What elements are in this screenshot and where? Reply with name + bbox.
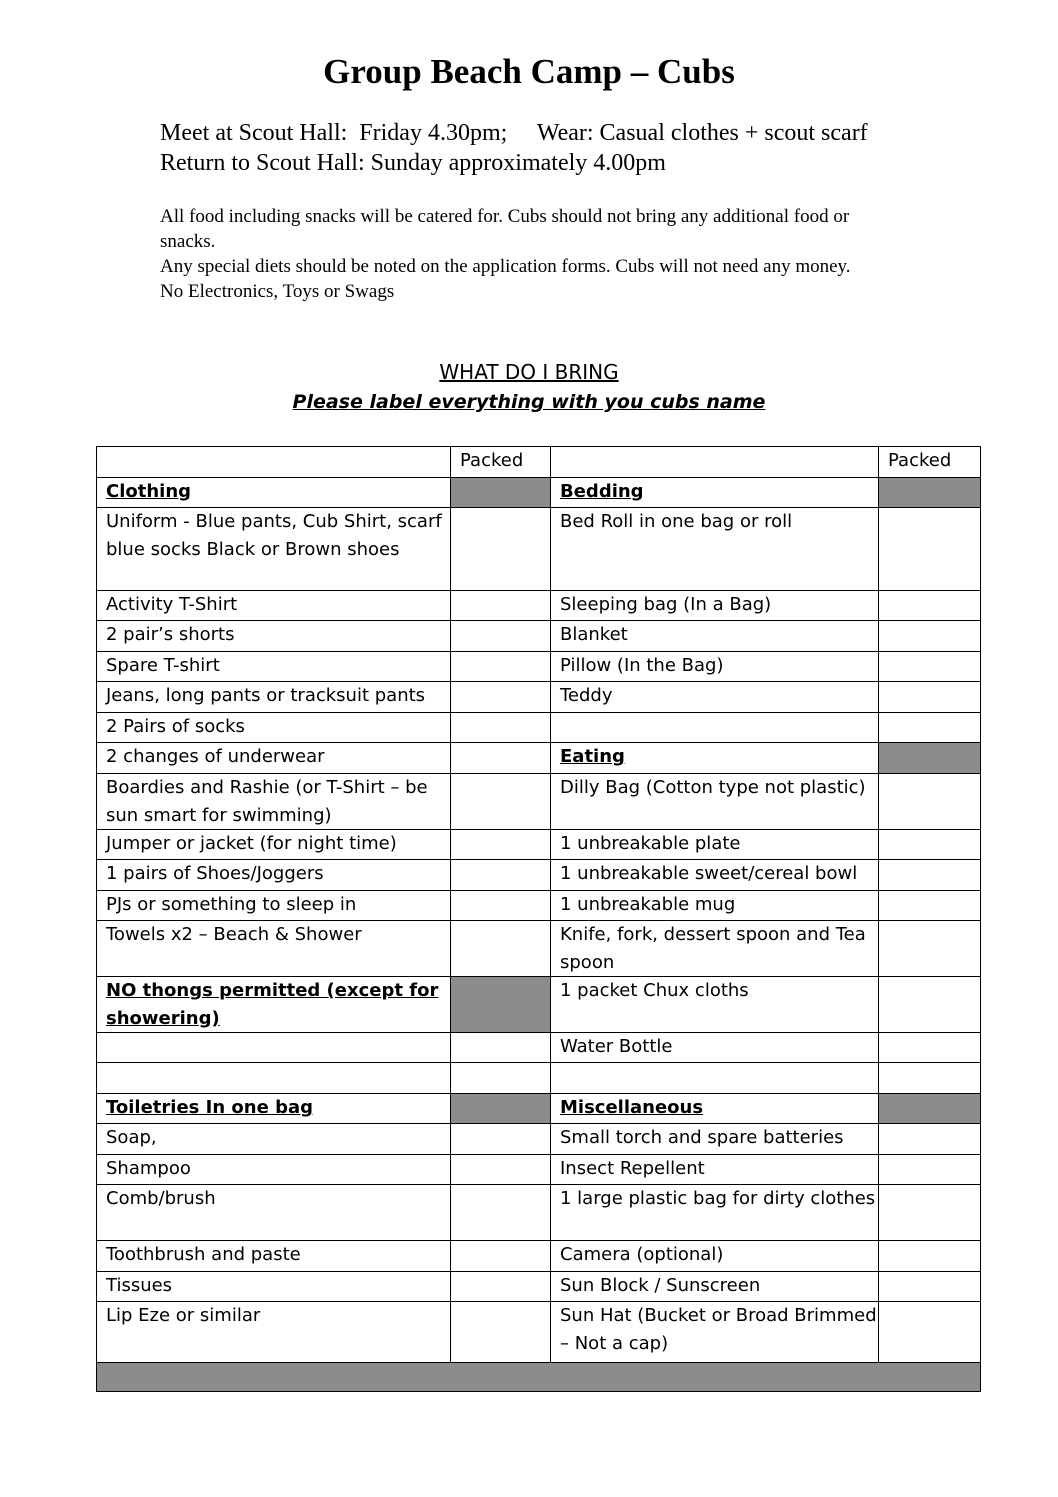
packed-checkbox-left[interactable]: [451, 621, 551, 652]
packed-checkbox-left: [451, 1094, 551, 1124]
item-left: Boardies and Rashie (or T-Shirt – be sun smart for swimming): [97, 774, 451, 830]
item-left: 2 Pairs of socks: [97, 713, 451, 743]
table-footer-row: [97, 1363, 981, 1392]
table-row: [97, 1063, 981, 1094]
table-row: [97, 921, 981, 977]
item-right: Blanket: [551, 621, 879, 652]
item-left: Spare T-shirt: [97, 652, 451, 682]
item-right: Small torch and spare batteries: [551, 1124, 879, 1155]
item-left: 2 pair’s shorts: [97, 621, 451, 652]
item-right: Insect Repellent: [551, 1155, 879, 1185]
table-row: [97, 977, 981, 1033]
item-left: Uniform - Blue pants, Cub Shirt, scarf blue socks Black or Brown shoes: [97, 508, 451, 591]
camp-notes: [160, 204, 900, 304]
item-right: 1 unbreakable mug: [551, 891, 879, 921]
item-left: Towels x2 – Beach & Shower: [97, 921, 451, 977]
packed-checkbox-left[interactable]: [451, 743, 551, 774]
list-heading: WHAT DO I BRING: [439, 360, 619, 384]
packed-checkbox-left[interactable]: [451, 1124, 551, 1155]
packed-checkbox-right[interactable]: [879, 1185, 981, 1241]
table-row: [97, 1124, 981, 1155]
packed-column-header-left: Packed: [451, 447, 551, 478]
packed-checkbox-right: [879, 743, 981, 774]
table-header-blank-right: [551, 447, 879, 478]
item-right: 1 unbreakable sweet/cereal bowl: [551, 860, 879, 891]
item-right: Sleeping bag (In a Bag): [551, 591, 879, 621]
packed-checkbox-right[interactable]: [879, 652, 981, 682]
item-right: Sun Hat (Bucket or Broad Brimmed – Not a cap): [551, 1302, 879, 1363]
packed-checkbox-right[interactable]: [879, 591, 981, 621]
table-row: [97, 1272, 981, 1302]
section-header-left: NO thongs permitted (except for showering): [97, 977, 451, 1033]
table-row: [97, 1241, 981, 1272]
item-left: 1 pairs of Shoes/Joggers: [97, 860, 451, 891]
packed-checkbox-right[interactable]: [879, 713, 981, 743]
packed-checkbox-left[interactable]: [451, 1302, 551, 1363]
table-row: [97, 508, 981, 591]
table-row: [97, 830, 981, 860]
note-food: All food including snacks will be catered for. Cubs should not bring any additional food or snacks.: [160, 206, 850, 252]
section-header-right: Bedding: [551, 478, 879, 508]
packed-checkbox-right[interactable]: [879, 977, 981, 1033]
table-row: [97, 478, 981, 508]
item-left: Tissues: [97, 1272, 451, 1302]
packed-checkbox-right: [879, 478, 981, 508]
item-left: [97, 1033, 451, 1063]
note-diets: Any special diets should be noted on the application forms. Cubs will not need any money.: [160, 256, 851, 277]
table-header-row: [97, 447, 981, 478]
packed-checkbox-right[interactable]: [879, 1033, 981, 1063]
packed-checkbox-left[interactable]: [451, 591, 551, 621]
item-right: Dilly Bag (Cotton type not plastic): [551, 774, 879, 830]
packed-checkbox-right[interactable]: [879, 1272, 981, 1302]
packed-checkbox-left: [451, 478, 551, 508]
packed-checkbox-left[interactable]: [451, 1063, 551, 1094]
item-left: Toothbrush and paste: [97, 1241, 451, 1272]
item-left: [97, 1063, 451, 1094]
packed-checkbox-right[interactable]: [879, 1124, 981, 1155]
item-left: Soap,: [97, 1124, 451, 1155]
table-row: [97, 1155, 981, 1185]
item-left: Shampoo: [97, 1155, 451, 1185]
table-row: [97, 713, 981, 743]
item-right: Bed Roll in one bag or roll: [551, 508, 879, 591]
table-row: [97, 682, 981, 713]
packed-checkbox-right[interactable]: [879, 1155, 981, 1185]
table-row: [97, 621, 981, 652]
packed-checkbox-left[interactable]: [451, 830, 551, 860]
item-left: Jumper or jacket (for night time): [97, 830, 451, 860]
packed-checkbox-right[interactable]: [879, 682, 981, 713]
packed-checkbox-left[interactable]: [451, 860, 551, 891]
packed-checkbox-left[interactable]: [451, 1272, 551, 1302]
packed-checkbox-right[interactable]: [879, 508, 981, 591]
item-left: Jeans, long pants or tracksuit pants: [97, 682, 451, 713]
table-header-blank-left: [97, 447, 451, 478]
packed-checkbox-right[interactable]: [879, 921, 981, 977]
packed-checkbox-left[interactable]: [451, 774, 551, 830]
item-right: Teddy: [551, 682, 879, 713]
item-left: Activity T-Shirt: [97, 591, 451, 621]
section-header-left: Clothing: [97, 478, 451, 508]
packed-checkbox-right[interactable]: [879, 1063, 981, 1094]
section-header-left: Toiletries In one bag: [97, 1094, 451, 1124]
item-right: 1 packet Chux cloths: [551, 977, 879, 1033]
packed-checkbox-right[interactable]: [879, 860, 981, 891]
table-row: [97, 652, 981, 682]
packed-checkbox-left[interactable]: [451, 652, 551, 682]
item-left: 2 changes of underwear: [97, 743, 451, 774]
item-right: Pillow (In the Bag): [551, 652, 879, 682]
table-row: [97, 743, 981, 774]
item-left: Comb/brush: [97, 1185, 451, 1241]
packed-checkbox-left[interactable]: [451, 1033, 551, 1063]
packed-checkbox-right[interactable]: [879, 891, 981, 921]
list-subheading: Please label everything with you cubs name: [292, 391, 766, 413]
table-row: [97, 860, 981, 891]
packed-checkbox-left[interactable]: [451, 921, 551, 977]
table-row: [97, 891, 981, 921]
packed-checkbox-right[interactable]: [879, 830, 981, 860]
packed-checkbox-left[interactable]: [451, 1241, 551, 1272]
table-footer-bar: [97, 1363, 981, 1392]
item-right: 1 unbreakable plate: [551, 830, 879, 860]
note-electronics: No Electronics, Toys or Swags: [160, 281, 395, 302]
item-left: Lip Eze or similar: [97, 1302, 451, 1363]
item-right: [551, 1063, 879, 1094]
table-row: [97, 1185, 981, 1241]
item-left: PJs or something to sleep in: [97, 891, 451, 921]
packed-checkbox-right[interactable]: [879, 774, 981, 830]
packed-checkbox-left[interactable]: [451, 891, 551, 921]
table-row: [97, 1033, 981, 1063]
packing-table: [96, 446, 981, 1392]
item-right: Sun Block / Sunscreen: [551, 1272, 879, 1302]
packed-checkbox-left[interactable]: [451, 1155, 551, 1185]
item-right: Water Bottle: [551, 1033, 879, 1063]
packed-checkbox-right: [879, 1094, 981, 1124]
table-row: [97, 1094, 981, 1124]
table-row: [97, 591, 981, 621]
packed-checkbox-right[interactable]: [879, 1241, 981, 1272]
table-row: [97, 774, 981, 830]
section-header-right: Eating: [551, 743, 879, 774]
section-header-right: Miscellaneous: [551, 1094, 879, 1124]
packed-checkbox-left[interactable]: [451, 1185, 551, 1241]
packed-column-header-right: Packed: [879, 447, 981, 478]
packed-checkbox-left: [451, 977, 551, 1033]
item-right: Knife, fork, dessert spoon and Tea spoon: [551, 921, 879, 977]
meet-line: Meet at Scout Hall: Friday 4.30pm; Wear: Casual clothes + scout scarf: [160, 120, 868, 146]
meeting-info: [160, 118, 868, 178]
packed-checkbox-left[interactable]: [451, 682, 551, 713]
return-line: Return to Scout Hall: Sunday approximately 4.00pm: [160, 150, 666, 176]
packed-checkbox-left[interactable]: [451, 713, 551, 743]
item-right: 1 large plastic bag for dirty clothes: [551, 1185, 879, 1241]
item-right: Camera (optional): [551, 1241, 879, 1272]
packed-checkbox-right[interactable]: [879, 621, 981, 652]
page-title: Group Beach Camp – Cubs: [323, 52, 735, 91]
packed-checkbox-left[interactable]: [451, 508, 551, 591]
table-row: [97, 1302, 981, 1363]
packed-checkbox-right[interactable]: [879, 1302, 981, 1363]
item-right: [551, 713, 879, 743]
